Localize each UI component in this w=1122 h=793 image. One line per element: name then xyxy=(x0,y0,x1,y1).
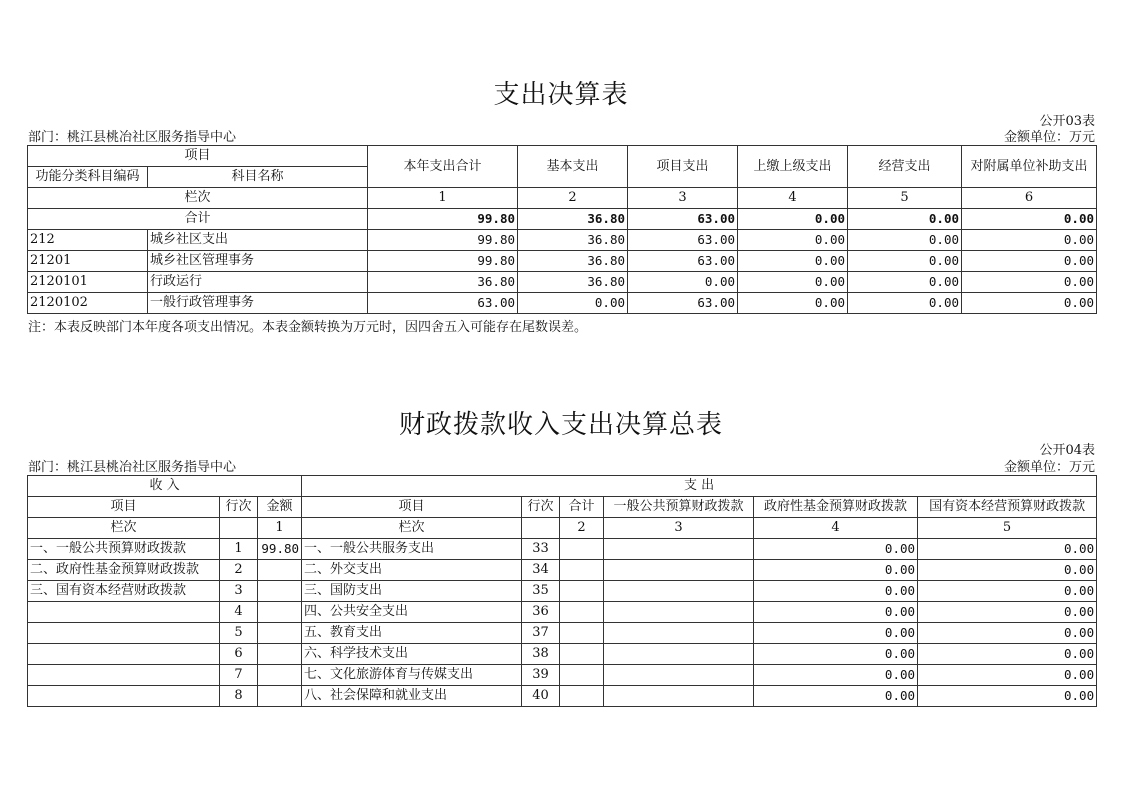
total-cell: 0.00 xyxy=(738,209,848,230)
table-row xyxy=(28,293,1097,314)
lanci-num: 3 xyxy=(628,188,738,209)
expense-rowno: 36 xyxy=(522,602,560,623)
header-expense-total: 合计 xyxy=(560,497,604,518)
row-cell: 99.80 xyxy=(368,230,518,251)
expense-rowno: 34 xyxy=(522,560,560,581)
expense-gov-fund: 0.00 xyxy=(754,581,918,602)
row-cell: 0.00 xyxy=(848,230,962,251)
row-cell: 0.00 xyxy=(738,293,848,314)
expense-item: 七、文化旅游体育与传媒支出 xyxy=(302,665,522,686)
row-cell: 0.00 xyxy=(962,272,1097,293)
income-item xyxy=(28,602,220,623)
header-col-operation: 经营支出 xyxy=(848,146,962,188)
expense-total xyxy=(560,686,604,707)
row-cell: 0.00 xyxy=(738,230,848,251)
table2-title: 财政拨款收入支出决算总表 xyxy=(398,410,723,440)
row-cell: 99.80 xyxy=(368,251,518,272)
lanci-income-label: 栏次 xyxy=(28,518,220,539)
expense-total xyxy=(560,665,604,686)
expense-state-capital: 0.00 xyxy=(918,581,1097,602)
expense-item: 五、教育支出 xyxy=(302,623,522,644)
row-cell: 63.00 xyxy=(368,293,518,314)
expense-total xyxy=(560,644,604,665)
income-amount xyxy=(258,686,302,707)
table1-note: 注：本表反映部门本年度各项支出情况。本表金额转换为万元时，因四舍五入可能存在尾数误差。 xyxy=(28,320,588,335)
income-amount xyxy=(258,581,302,602)
total-cell: 63.00 xyxy=(628,209,738,230)
expense-state-capital: 0.00 xyxy=(918,602,1097,623)
row-cell: 0.00 xyxy=(628,272,738,293)
table2-code: 公开04表 xyxy=(1039,443,1095,458)
empty-cell xyxy=(522,518,560,539)
row-cell: 36.80 xyxy=(518,230,628,251)
table-row xyxy=(28,272,1097,293)
lanci-num: 5 xyxy=(848,188,962,209)
table2-unit: 金额单位：万元 xyxy=(1003,460,1095,475)
row-cell: 0.00 xyxy=(848,272,962,293)
header-lanci: 栏次 xyxy=(28,188,368,209)
income-amount: 99.80 xyxy=(258,539,302,560)
expense-gov-fund: 0.00 xyxy=(754,665,918,686)
table2-department: 部门：桃江县桃冶社区服务指导中心 xyxy=(28,460,237,475)
lanci-num: 6 xyxy=(962,188,1097,209)
header-income: 收 入 xyxy=(28,476,302,497)
row-cell: 0.00 xyxy=(962,230,1097,251)
expense-rowno: 40 xyxy=(522,686,560,707)
row-code: 212 xyxy=(28,230,148,251)
income-item xyxy=(28,686,220,707)
header-expense-item: 项目 xyxy=(302,497,522,518)
row-cell: 63.00 xyxy=(628,230,738,251)
total-cell: 99.80 xyxy=(368,209,518,230)
header-general-budget: 一般公共预算财政拨款 xyxy=(604,497,754,518)
income-rowno: 1 xyxy=(220,539,258,560)
expense-item: 六、科学技术支出 xyxy=(302,644,522,665)
row-cell: 0.00 xyxy=(848,293,962,314)
header-income-amount: 金额 xyxy=(258,497,302,518)
income-amount xyxy=(258,560,302,581)
table1-code: 公开03表 xyxy=(1039,114,1095,129)
table-row xyxy=(28,623,1097,644)
income-item xyxy=(28,665,220,686)
header-expense-rowno: 行次 xyxy=(522,497,560,518)
lanci-expense-label: 栏次 xyxy=(302,518,522,539)
header-project: 项目 xyxy=(28,146,368,167)
income-rowno: 2 xyxy=(220,560,258,581)
income-rowno: 7 xyxy=(220,665,258,686)
total-row xyxy=(28,209,1097,230)
row-code: 2120101 xyxy=(28,272,148,293)
table1-title: 支出决算表 xyxy=(493,80,629,110)
empty-cell xyxy=(220,518,258,539)
table-row xyxy=(28,665,1097,686)
row-code: 2120102 xyxy=(28,293,148,314)
table-row xyxy=(28,581,1097,602)
expense-gov-fund: 0.00 xyxy=(754,686,918,707)
income-item: 二、政府性基金预算财政拨款 xyxy=(28,560,220,581)
expense-total xyxy=(560,581,604,602)
total-cell: 36.80 xyxy=(518,209,628,230)
income-amount xyxy=(258,644,302,665)
expense-state-capital: 0.00 xyxy=(918,539,1097,560)
expense-total xyxy=(560,602,604,623)
lanci-num: 3 xyxy=(604,518,754,539)
income-item: 一、一般公共预算财政拨款 xyxy=(28,539,220,560)
total-cell: 0.00 xyxy=(962,209,1097,230)
lanci-num: 4 xyxy=(754,518,918,539)
lanci-num: 4 xyxy=(738,188,848,209)
header-col-project: 项目支出 xyxy=(628,146,738,188)
income-amount xyxy=(258,623,302,644)
expense-total xyxy=(560,623,604,644)
expense-total xyxy=(560,560,604,581)
table-row xyxy=(28,644,1097,665)
income-rowno: 5 xyxy=(220,623,258,644)
header-col-basic: 基本支出 xyxy=(518,146,628,188)
income-amount xyxy=(258,665,302,686)
header-gov-fund: 政府性基金预算财政拨款 xyxy=(754,497,918,518)
income-rowno: 3 xyxy=(220,581,258,602)
lanci-num: 1 xyxy=(258,518,302,539)
lanci-num: 2 xyxy=(560,518,604,539)
income-item: 三、国有资本经营财政拨款 xyxy=(28,581,220,602)
table-row xyxy=(28,560,1097,581)
expense-gov-fund: 0.00 xyxy=(754,539,918,560)
expense-rowno: 37 xyxy=(522,623,560,644)
expense-total xyxy=(560,539,604,560)
header-state-capital: 国有资本经营预算财政拨款 xyxy=(918,497,1097,518)
row-cell: 0.00 xyxy=(518,293,628,314)
expense-state-capital: 0.00 xyxy=(918,623,1097,644)
expense-gov-fund: 0.00 xyxy=(754,602,918,623)
total-cell: 0.00 xyxy=(848,209,962,230)
row-cell: 63.00 xyxy=(628,251,738,272)
row-name: 城乡社区管理事务 xyxy=(148,251,368,272)
header-income-rowno: 行次 xyxy=(220,497,258,518)
expense-rowno: 38 xyxy=(522,644,560,665)
row-cell: 0.00 xyxy=(962,293,1097,314)
header-name: 科目名称 xyxy=(148,167,368,188)
expense-rowno: 33 xyxy=(522,539,560,560)
header-income-item: 项目 xyxy=(28,497,220,518)
header-expense: 支 出 xyxy=(302,476,1097,497)
expense-item: 四、公共安全支出 xyxy=(302,602,522,623)
row-cell: 0.00 xyxy=(738,251,848,272)
expense-general xyxy=(604,581,754,602)
expense-state-capital: 0.00 xyxy=(918,560,1097,581)
table-row xyxy=(28,539,1097,560)
expense-general xyxy=(604,665,754,686)
lanci-num: 2 xyxy=(518,188,628,209)
expense-general xyxy=(604,560,754,581)
income-item xyxy=(28,623,220,644)
income-rowno: 4 xyxy=(220,602,258,623)
table1-department: 部门：桃江县桃冶社区服务指导中心 xyxy=(28,130,237,145)
expense-rowno: 39 xyxy=(522,665,560,686)
row-name: 一般行政管理事务 xyxy=(148,293,368,314)
income-rowno: 8 xyxy=(220,686,258,707)
expense-item: 八、社会保障和就业支出 xyxy=(302,686,522,707)
expense-item: 三、国防支出 xyxy=(302,581,522,602)
expense-general xyxy=(604,623,754,644)
expense-gov-fund: 0.00 xyxy=(754,623,918,644)
expense-state-capital: 0.00 xyxy=(918,665,1097,686)
expense-general xyxy=(604,602,754,623)
fiscal-summary-table xyxy=(27,475,1097,707)
expense-gov-fund: 0.00 xyxy=(754,644,918,665)
income-amount xyxy=(258,602,302,623)
expense-rowno: 35 xyxy=(522,581,560,602)
header-col-total: 本年支出合计 xyxy=(368,146,518,188)
row-cell: 63.00 xyxy=(628,293,738,314)
row-cell: 0.00 xyxy=(848,251,962,272)
expense-item: 一、一般公共服务支出 xyxy=(302,539,522,560)
total-label: 合计 xyxy=(28,209,368,230)
row-cell: 36.80 xyxy=(368,272,518,293)
expense-table xyxy=(27,145,1097,314)
expense-state-capital: 0.00 xyxy=(918,644,1097,665)
header-col-remit: 上缴上级支出 xyxy=(738,146,848,188)
row-cell: 0.00 xyxy=(738,272,848,293)
expense-general xyxy=(604,644,754,665)
row-name: 行政运行 xyxy=(148,272,368,293)
expense-general xyxy=(604,539,754,560)
lanci-num: 5 xyxy=(918,518,1097,539)
table-row xyxy=(28,251,1097,272)
table-row xyxy=(28,230,1097,251)
income-rowno: 6 xyxy=(220,644,258,665)
expense-state-capital: 0.00 xyxy=(918,686,1097,707)
row-name: 城乡社区支出 xyxy=(148,230,368,251)
expense-item: 二、外交支出 xyxy=(302,560,522,581)
table-row xyxy=(28,602,1097,623)
expense-general xyxy=(604,686,754,707)
table-row xyxy=(28,686,1097,707)
table1-unit: 金额单位：万元 xyxy=(1003,130,1095,145)
header-code: 功能分类科目编码 xyxy=(28,167,148,188)
row-cell: 36.80 xyxy=(518,251,628,272)
lanci-num: 1 xyxy=(368,188,518,209)
row-cell: 0.00 xyxy=(962,251,1097,272)
row-code: 21201 xyxy=(28,251,148,272)
income-item xyxy=(28,644,220,665)
expense-gov-fund: 0.00 xyxy=(754,560,918,581)
header-col-subsidy: 对附属单位补助支出 xyxy=(962,146,1097,188)
row-cell: 36.80 xyxy=(518,272,628,293)
